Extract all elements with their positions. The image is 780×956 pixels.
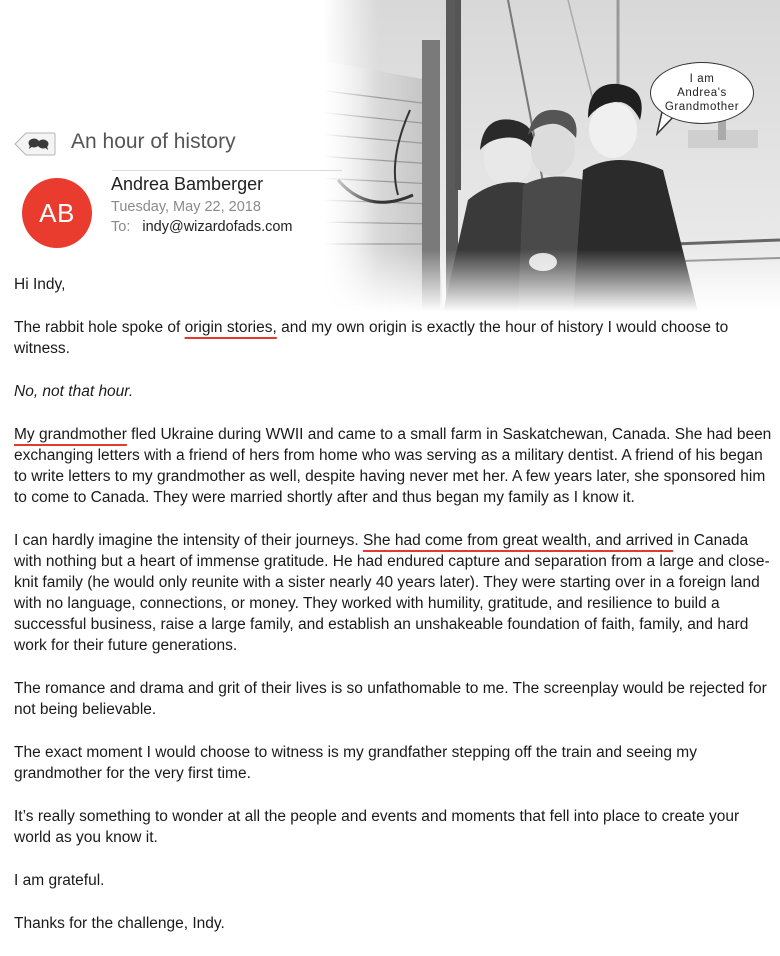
- email-subject: An hour of history: [71, 130, 236, 153]
- paragraph: [14, 424, 772, 508]
- header-photo: [318, 0, 780, 312]
- paragraph: [14, 530, 772, 656]
- avatar-initials: AB: [39, 197, 75, 228]
- paragraph: The romance and drama and grit of their lives is so unfathomable to me. The screenplay would be rejected for not being believable.: [14, 680, 767, 718]
- bubble-line: I am: [689, 73, 715, 85]
- underlined-phrase: My grandmother: [14, 426, 127, 443]
- paragraph: It’s really something to wonder at all the people and events and moments that fell into place to create your world as you know it.: [14, 808, 740, 846]
- paragraph: The exact moment I would choose to witness is my grandfather stepping off the train and seeing my grandmother for the very first time.: [14, 744, 697, 782]
- bubble-line: Andrea's: [677, 87, 727, 99]
- underlined-phrase: She had come from great wealth, and arrived: [362, 532, 674, 549]
- bubble-line: Grandmother: [664, 101, 740, 113]
- vintage-photo: [318, 0, 780, 312]
- text-run: and my own origin is exactly the hour of history I would choose to witness.: [14, 319, 729, 357]
- underlined-phrase: origin stories,: [184, 319, 277, 336]
- text-run: I can hardly imagine the intensity of their journeys.: [14, 532, 363, 549]
- email-date: Tuesday, May 22, 2018: [111, 199, 261, 215]
- text-run: in Canada with nothing but a heart of immense gratitude. He had endured capture and separation from a large and close-knit family (he would only reunite with a sister nearly 40 years later). They were starting over in a foreign land with no language, connections, or money. They worked with humility, gratitude, and resilience to build a successful business, raise a large family, and establish an unshakeable foundation of faith, family, and hard work for their future generations.: [14, 532, 770, 654]
- recipient-row: [111, 219, 293, 235]
- sender-name[interactable]: Andrea Bamberger: [111, 174, 264, 194]
- greeting: Hi Indy,: [14, 276, 66, 293]
- conversation-icon[interactable]: [14, 132, 56, 156]
- text-run: fled Ukraine during WWII and came to a small farm in Saskatchewan, Canada. She had been exchanging letters with a friend of hers from home who was serving as a military dentist. A friend of his began to write letters to my grandmother as well, despite having never met her. A few years later, she sponsored him to come to Canada. They were married shortly after and thus began my family as I know it.: [14, 426, 772, 506]
- avatar[interactable]: [22, 178, 92, 248]
- paragraph: No, not that hour.: [14, 383, 134, 400]
- paragraph: I am grateful.: [14, 872, 105, 889]
- sign-off: Thanks for the challenge, Indy.: [14, 915, 225, 932]
- photo-fade: [318, 0, 378, 312]
- paragraph: [14, 317, 772, 359]
- speech-bubble: [650, 62, 754, 124]
- to-label: To:: [111, 219, 131, 235]
- recipient-address[interactable]: indy@wizardofads.com: [142, 219, 293, 235]
- text-run: The rabbit hole spoke of: [14, 319, 185, 336]
- header-divider: [112, 170, 342, 171]
- email-body: [14, 274, 772, 956]
